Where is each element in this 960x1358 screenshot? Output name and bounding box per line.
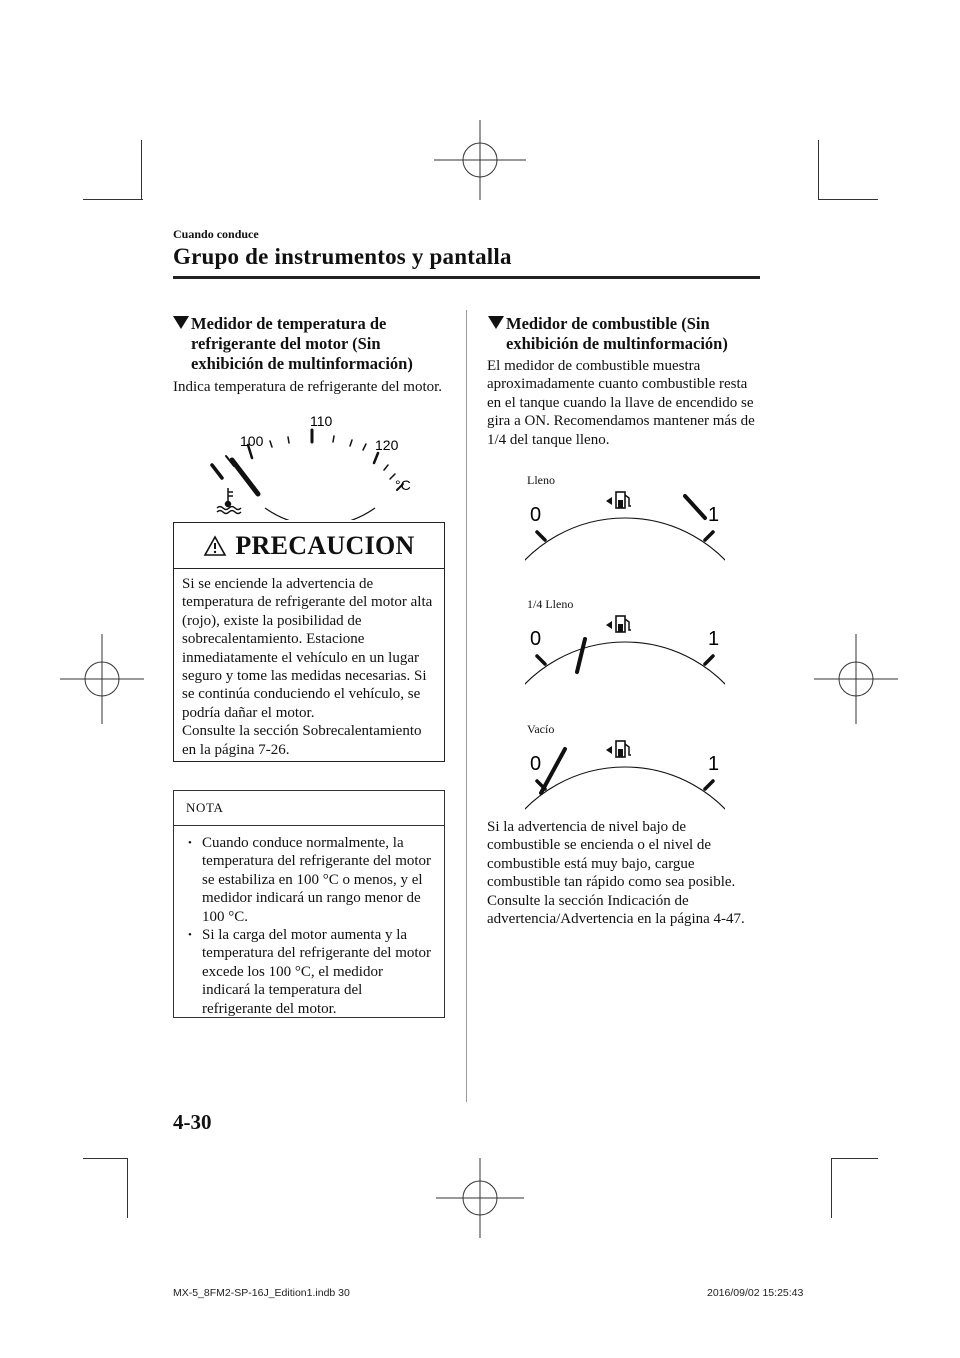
gauge-arc: [525, 767, 725, 819]
footer-file: MX-5_8FM2-SP-16J_Edition1.indb 30: [173, 1287, 350, 1299]
gauge-tick: [705, 656, 713, 664]
temp-needle: [232, 460, 258, 494]
gauge-label-empty: Vacío: [527, 722, 555, 736]
tick-label-100: 100: [240, 433, 264, 449]
gauge-arc: [525, 642, 725, 694]
section-triangle-icon: [173, 316, 189, 329]
fuel-gauge-heading: Medidor de combustible (Sin exhibición de multinformación): [506, 314, 756, 354]
fuel-pump-icon: [606, 492, 631, 508]
gauge-tick: [537, 532, 545, 540]
fuel-pump-icon: [606, 616, 631, 632]
fuel-gauge-empty: [525, 737, 725, 819]
note-list: [174, 834, 444, 1018]
caution-body: [174, 569, 444, 765]
coolant-temp-icon: [217, 488, 241, 514]
fuel-needle: [685, 496, 705, 518]
gauge-max-label: 1: [708, 504, 720, 526]
note-box: [173, 790, 445, 1018]
page-number: 4-30: [173, 1110, 212, 1134]
temp-gauge-intro: Indica temperatura de refrigerante del motor.: [173, 379, 443, 395]
caution-header: [174, 523, 444, 569]
page-title: Grupo de instrumentos y pantalla: [173, 244, 512, 269]
gauge-max-label: 1: [708, 753, 720, 775]
caution-box: [173, 522, 445, 762]
fuel-gauge-full: [525, 488, 725, 570]
temp-gauge-heading: Medidor de temperatura de refrigerante del motor (Sin exhibición de multinformación): [191, 314, 441, 374]
gauge-arc: [265, 508, 375, 520]
fuel-warning-text: Si la advertencia de nivel bajo de combustible se encienda o el nivel de combustible está muy bajo, cargue combustible tan rápido como sea posible. Consulte la sección Indicación de advertencia/Advertencia en la página 4-47.: [487, 819, 745, 928]
tick-label-110: 110: [310, 413, 333, 429]
note-item: • Cuando conduce normalmente, la temperatura del refrigerante del motor se estabiliza en 100 °C o menos, y el medidor indicará un rango menor de 100 °C.: [202, 834, 434, 926]
unit-label: °C: [395, 477, 411, 493]
gauge-min-label: 0: [530, 753, 542, 775]
gauge-min-label: 0: [530, 628, 542, 650]
gauge-arc: [525, 518, 725, 570]
column-divider: [466, 310, 467, 1102]
title-rule: [173, 276, 760, 279]
gauge-tick: [705, 532, 713, 540]
tick-label-120: 120: [375, 437, 399, 453]
caution-reference: Consulte la sección Sobrecalentamiento en la página 7-26.: [182, 723, 422, 758]
gauge-min-label: 0: [530, 504, 542, 526]
coolant-temp-gauge: [190, 408, 440, 520]
warning-triangle-icon: [203, 535, 227, 557]
fuel-gauge-intro: El medidor de combustible muestra aproximadamente cuanto combustible resta en el tanque cuando la llave de encendido se gira a ON. Recomendamos mantener más de 1/4 del tanque lleno.: [487, 358, 755, 448]
fuel-needle: [577, 639, 585, 672]
note-title: NOTA: [174, 791, 444, 826]
gauge-tick: [537, 656, 545, 664]
section-triangle-icon: [488, 316, 504, 329]
footer-timestamp: 2016/09/02 15:25:43: [707, 1287, 804, 1299]
section-label: Cuando conduce: [173, 227, 259, 241]
caution-title: PRECAUCION: [235, 530, 415, 560]
caution-text: Si se enciende la advertencia de temperatura de refrigerante del motor alta (rojo), existe la posibilidad de sobrecalentamiento. Estacione inmediatamente el vehículo en un lugar seguro y tome las medidas necesarias. Si se continúa conduciendo el vehículo, se podría dañar el motor.: [182, 576, 433, 721]
gauge-tick: [705, 781, 713, 789]
fuel-pump-icon: [606, 741, 631, 757]
note-item: • Si la carga del motor aumenta y la temperatura del refrigerante del motor excede los 100 °C, el medidor indicará la temperatura del refrigerante del motor.: [202, 926, 434, 1018]
fuel-gauge-quarter: [525, 612, 725, 694]
gauge-label-full: Lleno: [527, 473, 555, 487]
gauge-label-quarter: 1/4 Lleno: [527, 597, 574, 611]
gauge-max-label: 1: [708, 628, 720, 650]
